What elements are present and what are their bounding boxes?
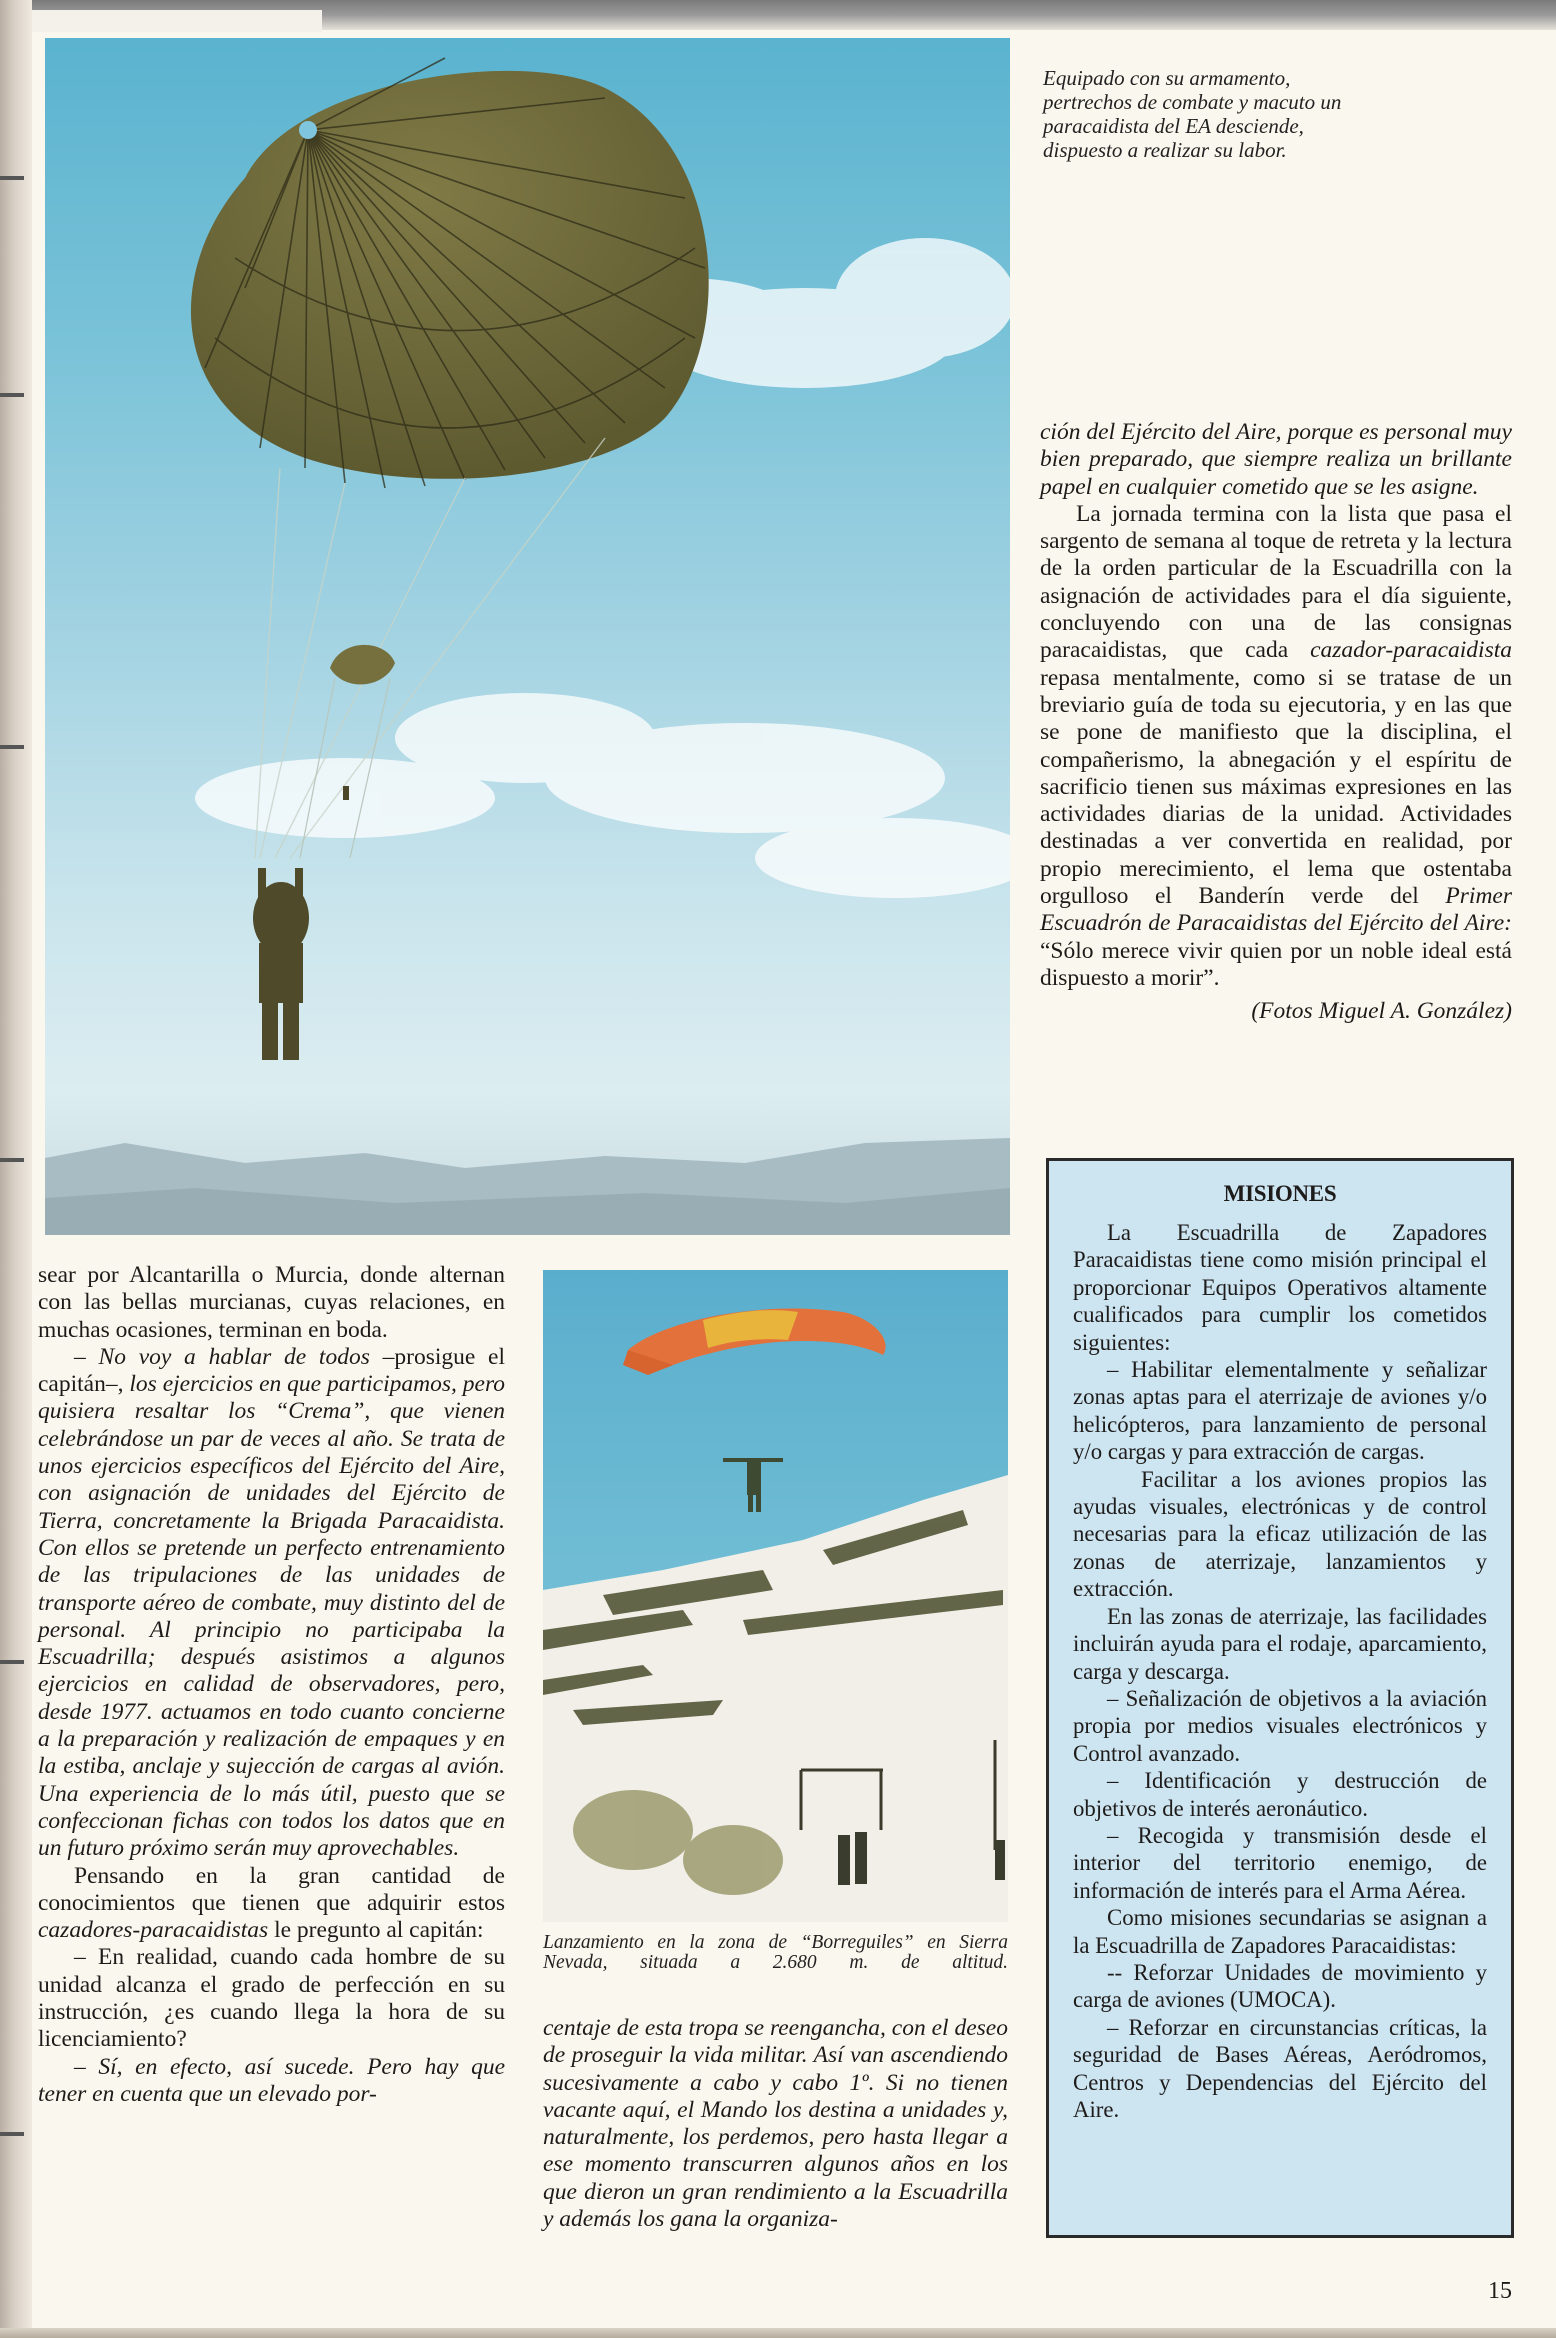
mission-item: – Reforzar en circunstancias críticas, la seguridad de Bases Aéreas, Aeródromos, Centros y Dependencias del Ejército del Aire. <box>1073 2014 1487 2122</box>
photo-caption-bottom: Lanzamiento en la zona de “Borreguiles” en Sierra Nevada, situada a 2.680 m. de altitud. <box>543 1932 1008 1973</box>
article-paragraph: centaje de esta tropa se reengancha, con el deseo de proseguir la vida militar. Así van ascendiendo sucesivamente a cabo y cabo 1º. Si no tienen vacante aquí, el Mando los destina a unidades y, naturalmente, los perdemos, pero hasta llegar a ese momento transcurren algunos años en los que dieron un gran rendimiento a la Escuadrilla y además los gana la organiza- <box>543 2015 1008 2233</box>
page-binding-edge <box>0 0 32 2338</box>
binding-mark <box>0 1158 24 1162</box>
scan-top-edge <box>0 0 1556 30</box>
article-column-right <box>1040 419 1512 1026</box>
article-column-middle <box>543 2015 1008 2233</box>
parachutist-figure <box>253 868 309 1060</box>
main-canopy <box>191 58 709 488</box>
photo-sierra-nevada-landing <box>543 1270 1008 1922</box>
photo-credit: (Fotos Miguel A. González) <box>1251 998 1512 1025</box>
mission-item: – Identificación y destrucción de objetivos de interés aeronáutico. <box>1073 1768 1487 1821</box>
article-paragraph: sear por Alcantarilla o Murcia, donde alternan con las bellas murcianas, cuyas relaciones, en muchas ocasiones, terminan en boda. <box>38 1262 505 1343</box>
article-paragraph: ción del Ejército del Aire, porque es personal muy bien preparado, que siempre realiza un brillante papel en cualquier cometido que se les asigne. <box>1040 419 1512 500</box>
missions-title: MISIONES <box>1223 1181 1337 1206</box>
scan-bottom-edge <box>0 2328 1556 2338</box>
photo-parachutist-descending <box>45 38 1010 1235</box>
binding-mark <box>0 1660 24 1664</box>
mission-item: -- Reforzar Unidades de movimiento y carga de aviones (UMOCA). <box>1073 1959 1487 2013</box>
mission-item: – Señalización de objetivos a la aviación propia por medios visuales electrónicos y Control avanzado. <box>1073 1685 1487 1766</box>
article-paragraph: – En realidad, cuando cada hombre de su unidad alcanza el grado de perfección en su instrucción, ¿es cuando llega la hora de su licenciamiento? <box>38 1944 505 2053</box>
orange-canopy <box>623 1308 886 1375</box>
caption-line: pertrechos de combate y macuto un <box>1043 90 1342 114</box>
mission-paragraph: La Escuadrilla de Zapadores Paracaidistas tiene como misión principal el proporcionar Equipos Operativos altamente cualificados para cumplir los cometidos siguientes: <box>1073 1220 1487 1355</box>
parachutist-figure <box>723 1458 783 1512</box>
binding-mark <box>0 393 24 397</box>
article-paragraph: Pensando en la gran cantidad de conocimientos que tienen que adquirir estos cazadores-paracaidistas le pregunto al capitán: <box>38 1862 505 1944</box>
mission-paragraph: En las zonas de aterrizaje, las facilidades incluirán ayuda para el rodaje, aparcamiento, carga y descarga. <box>1073 1603 1487 1684</box>
missions-sidebar-box <box>1046 1158 1514 2238</box>
page-number: 15 <box>1488 2278 1512 2304</box>
article-paragraph: – No voy a hablar de todos –prosigue el capitán–, los ejercicios en que participamos, pero quisiera resaltar los “Crema”, que vienen celebrándose un par de veces al año. Se trata de unos ejercicios específicos del Ejército del Aire, con asignación de unidades del Ejército de Tierra, concretamente la Brigada Paracaidista. Con ellos se pretende un perfecto entrenamiento de las tripulaciones de las unidades de transporte aéreo de combate, muy distinto del de personal. Al principio no participaba la Escuadrilla; después asistimos a algunos ejercicios en calidad de observadores, pero, desde 1977. actuamos en todo cuanto concierne a la preparación y realización de empaques y en la estiba, anclaje y sujección de cargas al avión. Una experiencia de lo más útil, puesto que se confeccionan fichas con todos los datos que en un futuro próximo serán muy aprovechables. <box>38 1343 506 1862</box>
photo-caption-top <box>1043 66 1513 162</box>
mission-item: – Recogida y transmisión desde el interior del territorio enemigo, de información de interés para el Arma Aérea. <box>1073 1822 1487 1903</box>
mission-paragraph: Facilitar a los aviones propios las ayudas visuales, electrónicas y de control necesarias para la eficaz utilización de las zonas de aterrizaje, lanzamientos y extracción. <box>1073 1466 1487 1602</box>
article-paragraph: – Sí, en efecto, así sucede. Pero hay que tener en cuenta que un elevado por- <box>38 2053 506 2107</box>
mission-item: – Habilitar elementalmente y señalizar zonas aptas para el aterrizaje de aviones y/o helicópteros, para lanzamiento de personal y/o cargas y para extracción de cargas. <box>1073 1357 1487 1465</box>
caption-line: paracaidista del EA desciende, <box>1043 114 1304 138</box>
parachute-illustration <box>45 38 1010 1235</box>
binding-mark <box>0 745 24 749</box>
article-column-left <box>38 1262 505 2108</box>
caption-line: Equipado con su armamento, <box>1043 66 1291 90</box>
mission-paragraph: Como misiones secundarias se asignan a la Escuadrilla de Zapadores Paracaidistas: <box>1073 1905 1487 1958</box>
binding-mark <box>0 176 24 180</box>
article-paragraph: La jornada termina con la lista que pasa el sargento de semana al toque de retreta y la lectura de la orden particular de la Escuadrilla con la asignación de actividades para el día siguiente, concluyendo con una de las consignas paracaidistas, que cada cazador-paracaidista repasa mentalmente, como si se tratase de un breviario guía de toda su ejecutoria, y en las que se pone de manifiesto que la disciplina, el compañerismo, la abnegación y el espíritu de sacrificio tienen sus máximas expresiones en las actividades diarias de la unidad. Actividades destinadas a ver convertida en realidad, por propio merecimiento, el lema que ostentaba orgulloso el Banderín verde del Primer Escuadrón de Paracaidistas del Ejército del Aire: “Sólo merece vivir quien por un noble ideal está dispuesto a morir”. <box>1040 500 1512 991</box>
landing-illustration <box>543 1270 1008 1922</box>
binding-mark <box>0 2132 24 2136</box>
caption-line: dispuesto a realizar su labor. <box>1043 138 1287 162</box>
